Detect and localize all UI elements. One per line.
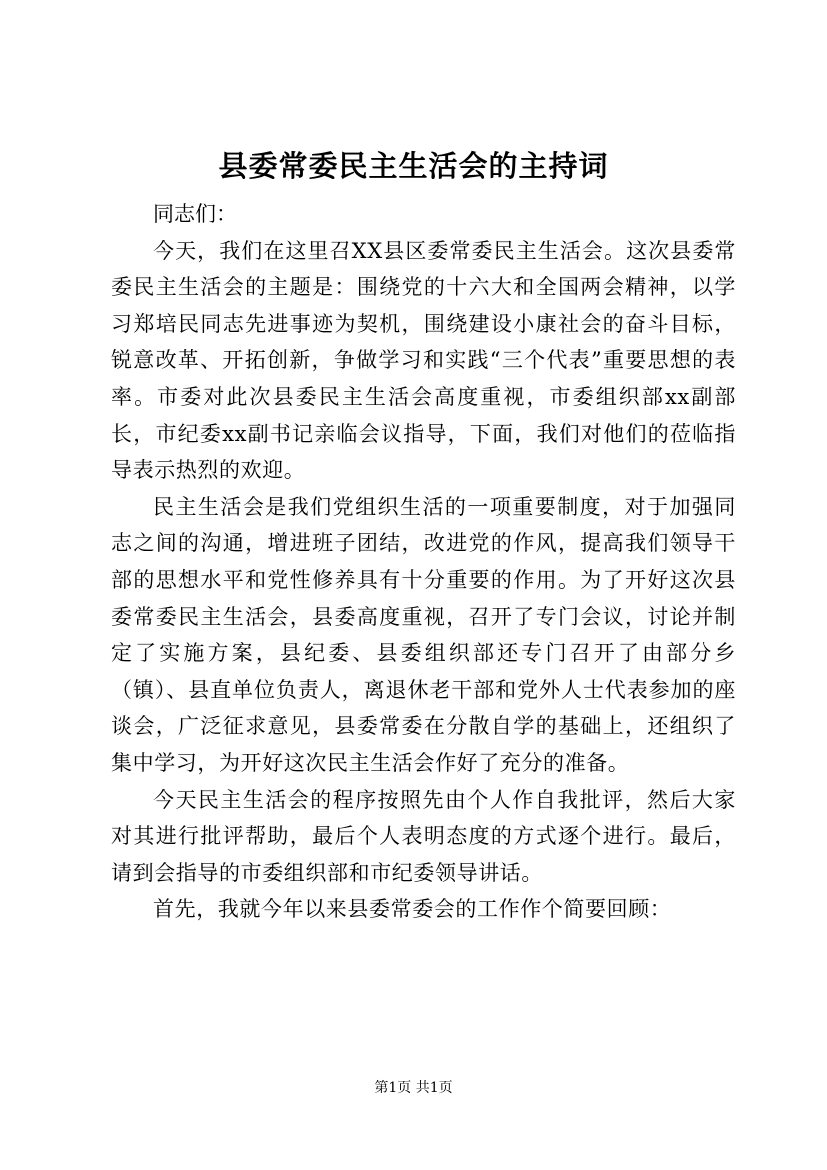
greeting: 同志们： xyxy=(153,202,237,226)
document-body xyxy=(111,196,736,928)
document-title: 县委常委民主生活会的主持词 xyxy=(218,149,609,183)
paragraph-preparation: 民主生活会是我们党组织生活的一项重要制度，对于加强同志之间的沟通，增进班子团结，改进党的作风，提高我们领导干部的思想水平和党性修养具有十分重要的作用。为了开好这次县委常委民主生活会，县委高度重视，召开了专门会议，讨论并制定了实施方案，县纪委、县委组织部还专门召开了由部分乡（镇）、县直单位负责人，离退休老干部和党外人士代表参加的座谈会，广泛征求意见，县委常委在分散自学的基础上，还组织了集中学习，为开好这次民主生活会作好了充分的准备。 xyxy=(111,494,736,775)
paragraph-procedure: 今天民主生活会的程序按照先由个人作自我批评，然后大家对其进行批评帮助，最后个人表明态度的方式逐个进行。最后，请到会指导的市委组织部和市纪委领导讲话。 xyxy=(111,787,736,885)
paragraph-opening: 今天，我们在这里召XX县区委常委民主生活会。这次县委常委民主生活会的主题是：围绕党的十六大和全国两会精神，以学习郑培民同志先进事迹为契机，围绕建设小康社会的奋斗目标，锐意改革、开拓创新，争做学习和实践“三个代表”重要思想的表率。市委对此次县委民主生活会高度重视，市委组织部xx副部长，市纪委xx副书记亲临会议指导，下面，我们对他们的莅临指导表示热烈的欢迎。 xyxy=(111,238,736,483)
paragraph-review: 首先，我就今年以来县委常委会的工作作个简要回顾： xyxy=(153,897,672,922)
page-footer: 第1页 共1页 xyxy=(374,1080,453,1096)
